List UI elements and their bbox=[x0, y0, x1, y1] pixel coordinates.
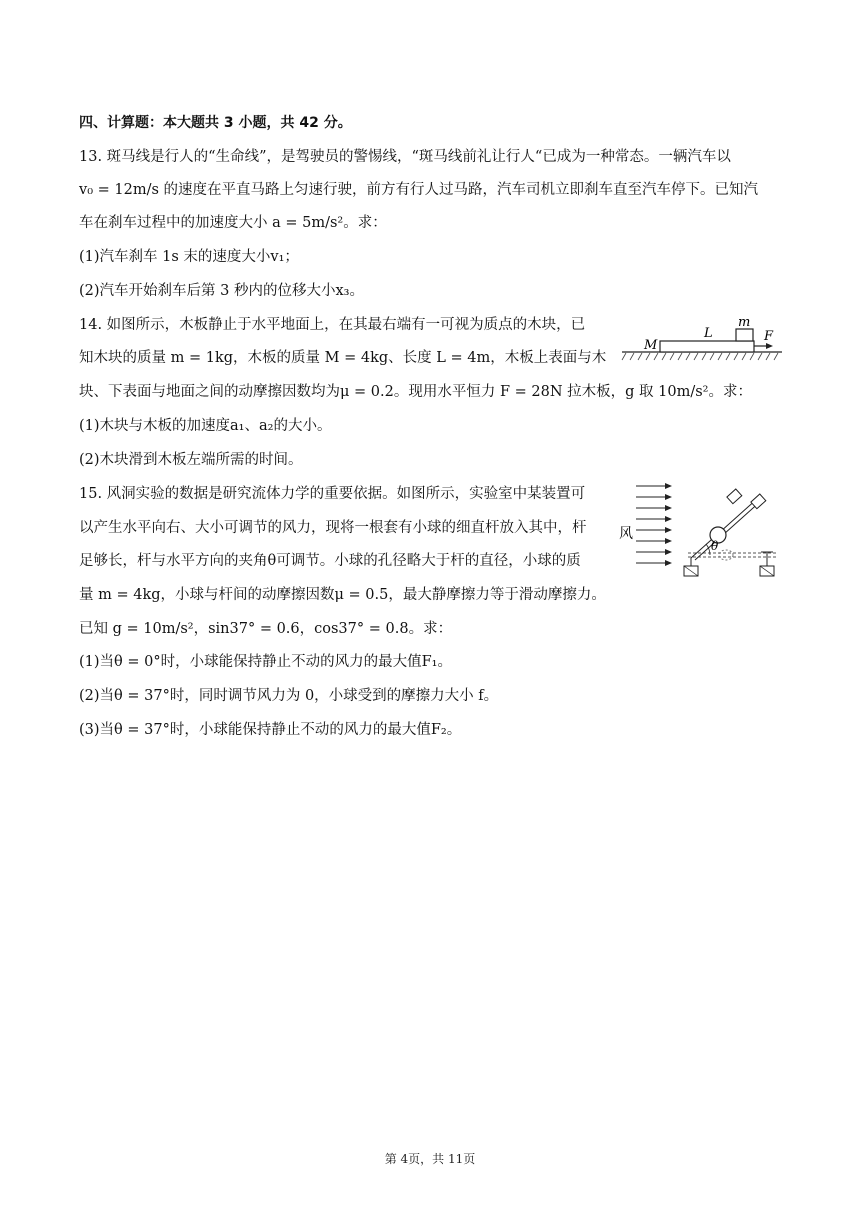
q15-line-4: 量 m = 4kg，小球与杆间的动摩擦因数μ = 0.5，最大静摩擦力等于滑动摩擦力。 bbox=[79, 587, 606, 603]
board-block-figure bbox=[618, 316, 788, 368]
q14-line-1: 14. 如图所示，木板静止于水平地面上，在其最右端有一可视为质点的木块，已 bbox=[79, 317, 586, 333]
label-F: F bbox=[764, 329, 774, 344]
q13-line-2: v₀ = 12m/s 的速度在平直马路上匀速行驶，前方有行人过马路，汽车司机立即刹车直至汽车停下。已知汽 bbox=[79, 182, 759, 198]
q15-part-1: (1)当θ = 0°时，小球能保持静止不动的风力的最大值F₁。 bbox=[79, 654, 452, 670]
q15-line-3: 足够长，杆与水平方向的夹角θ可调节。小球的孔径略大于杆的直径，小球的质 bbox=[79, 553, 581, 569]
label-m: m bbox=[738, 316, 751, 330]
wind-label: 风 bbox=[619, 526, 633, 542]
inclined-rod bbox=[691, 498, 758, 558]
q15-line-5: 已知 g = 10m/s²，sin37° = 0.6，cos37° = 0.8。求： bbox=[79, 621, 453, 637]
wind-arrows bbox=[636, 486, 668, 563]
section-heading: 四、计算题：本大题共 3 小题，共 42 分。 bbox=[79, 115, 352, 131]
theta-label: θ bbox=[711, 539, 719, 553]
q14-part-2: (2)木块滑到木板左端所需的时间。 bbox=[79, 452, 303, 468]
label-L: L bbox=[704, 326, 713, 341]
wind-tunnel-figure bbox=[616, 480, 784, 584]
q13-line-1: 13. 斑马线是行人的“生命线”，是驾驶员的警惕线，“斑马线前礼让行人“已成为一种常态。一辆汽车以 bbox=[79, 149, 731, 165]
board bbox=[660, 341, 754, 352]
q14-part-1: (1)木块与木板的加速度a₁、a₂的大小。 bbox=[79, 418, 332, 434]
q13-part-2: (2)汽车开始刹车后第 3 秒内的位移大小x₃。 bbox=[79, 283, 364, 299]
q14-line-3: 块、下表面与地面之间的动摩擦因数均为μ = 0.2。现用水平恒力 F = 28N 拉木板，g 取 10m/s²。求： bbox=[79, 384, 752, 400]
q15-part-3: (3)当θ = 37°时，小球能保持静止不动的风力的最大值F₂。 bbox=[79, 722, 462, 738]
label-M: M bbox=[644, 338, 658, 353]
q15-line-1: 15. 风洞实验的数据是研究流体力学的重要依据。如图所示，实验室中某装置可 bbox=[79, 486, 586, 502]
page-footer: 第 4页，共 11页 bbox=[384, 1152, 476, 1166]
q15-line-2: 以产生水平向右、大小可调节的风力，现将一根套有小球的细直杆放入其中，杆 bbox=[79, 520, 587, 536]
q15-part-2: (2)当θ = 37°时，同时调节风力为 0，小球受到的摩擦力大小 f。 bbox=[79, 688, 499, 704]
q14-line-2: 知木块的质量 m = 1kg，木板的质量 M = 4kg、长度 L = 4m，木板上表面与木 bbox=[79, 350, 607, 366]
block bbox=[736, 329, 753, 341]
q13-part-1: (1)汽车刹车 1s 末的速度大小v₁； bbox=[79, 249, 299, 265]
q13-line-3: 车在刹车过程中的加速度大小 a = 5m/s²。求： bbox=[79, 215, 387, 231]
